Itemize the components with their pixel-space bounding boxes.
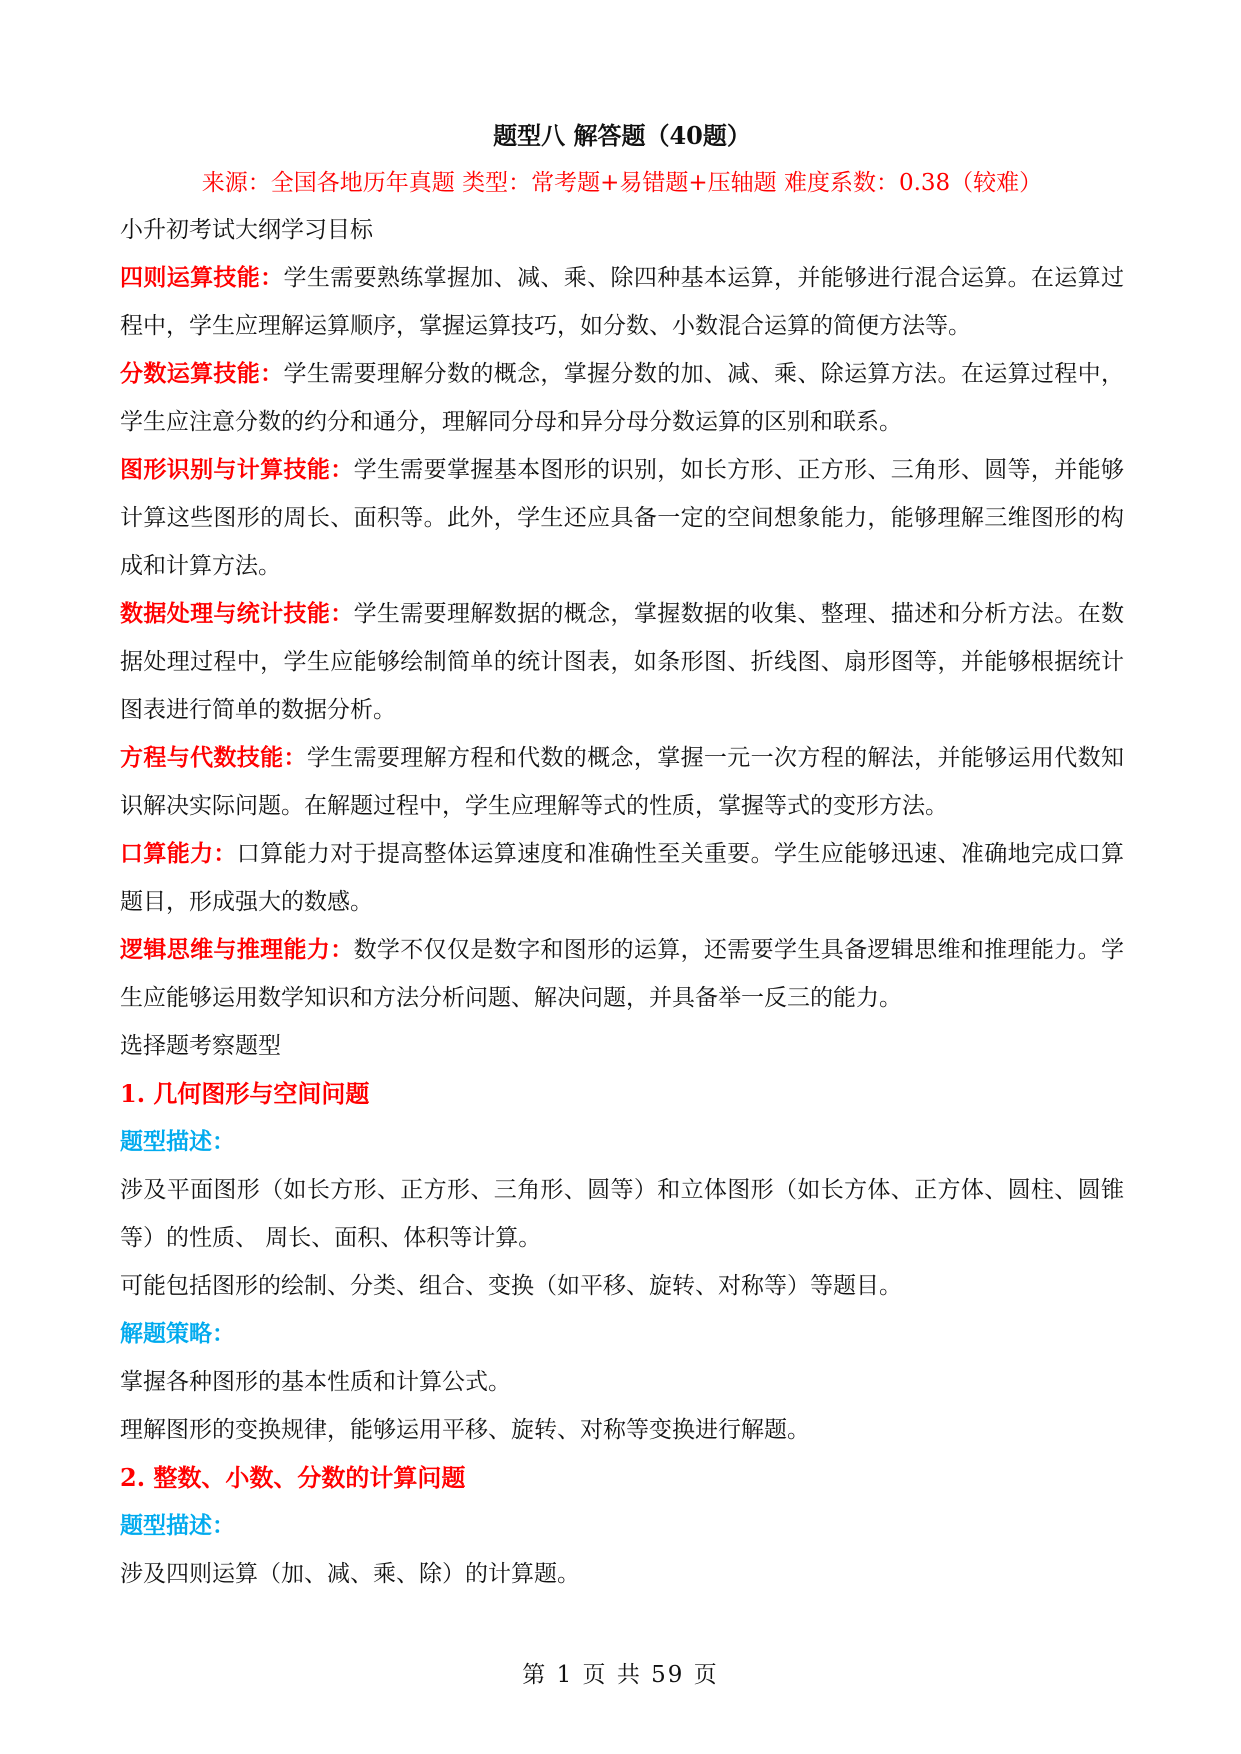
goal-label: 数据处理与统计技能：	[120, 600, 354, 627]
goal-statistics	[120, 590, 1124, 734]
goal-mental-math	[120, 830, 1124, 926]
strategy-text: 理解图形的变换规律，能够运用平移、旋转、对称等变换进行解题。	[120, 1417, 810, 1443]
goal-fractions	[120, 350, 1124, 446]
goal-label: 分数运算技能：	[120, 360, 284, 387]
goal-text: 学生需要掌握基本图形的识别，如长方形、正方形、三角形、圆等，并能够计算这些图形的周长、面积等。此外，学生还应具备一定的空间想象能力，能够理解三维图形的构成和计算方法。	[120, 457, 1125, 579]
syllabus-heading: 小升初考试大纲学习目标	[120, 217, 373, 243]
goal-geometry	[120, 446, 1124, 590]
goal-text: 数学不仅仅是数字和图形的运算，还需要学生具备逻辑思维和推理能力。学生应能够运用数学知识和方法分析问题、解决问题，并具备举一反三的能力。	[120, 937, 1125, 1011]
description-text: 涉及四则运算（加、减、乘、除）的计算题。	[120, 1561, 580, 1587]
page-footer: 第 1 页 共 59 页	[522, 1662, 719, 1688]
description-label: 题型描述：	[120, 1128, 235, 1155]
category-heading: 2. 整数、小数、分数的计算问题	[120, 1463, 466, 1492]
goal-arithmetic	[120, 254, 1124, 350]
goal-label: 逻辑思维与推理能力：	[120, 936, 354, 963]
page-title: 题型八 解答题（40题）	[493, 121, 751, 150]
goal-algebra	[120, 734, 1124, 830]
description-text: 涉及平面图形（如长方形、正方形、三角形、圆等）和立体图形（如长方体、正方体、圆柱、圆锥等）的性质、 周长、面积、体积等计算。	[120, 1177, 1124, 1251]
category-heading: 1. 几何图形与空间问题	[120, 1079, 370, 1108]
goal-label: 方程与代数技能：	[120, 744, 307, 771]
goal-text: 学生需要熟练掌握加、减、乘、除四种基本运算，并能够进行混合运算。在运算过程中，学生应理解运算顺序，掌握运算技巧，如分数、小数混合运算的简便方法等。	[120, 265, 1125, 339]
goal-label: 图形识别与计算技能：	[120, 456, 354, 483]
description-label: 题型描述：	[120, 1512, 235, 1539]
source-line: 来源：全国各地历年真题 类型：常考题+易错题+压轴题 难度系数：0.38（较难）	[201, 170, 1043, 196]
description-text: 可能包括图形的绘制、分类、组合、变换（如平移、旋转、对称等）等题目。	[120, 1273, 902, 1299]
page-content	[120, 112, 1124, 1598]
goal-label: 四则运算技能：	[120, 264, 284, 291]
goal-text: 学生需要理解数据的概念，掌握数据的收集、整理、描述和分析方法。在数据处理过程中，学生应能够绘制简单的统计图表，如条形图、折线图、扇形图等，并能够根据统计图表进行简单的数据分析。	[120, 601, 1125, 723]
types-heading: 选择题考察题型	[120, 1033, 281, 1059]
strategy-label: 解题策略：	[120, 1320, 235, 1347]
goal-text: 学生需要理解方程和代数的概念，掌握一元一次方程的解法，并能够运用代数知识解决实际问题。在解题过程中，学生应理解等式的性质，掌握等式的变形方法。	[120, 745, 1125, 819]
goal-text: 口算能力对于提高整体运算速度和准确性至关重要。学生应能够迅速、准确地完成口算题目，形成强大的数感。	[120, 841, 1125, 915]
goal-text: 学生需要理解分数的概念，掌握分数的加、减、乘、除运算方法。在运算过程中，学生应注意分数的约分和通分，理解同分母和异分母分数运算的区别和联系。	[120, 361, 1125, 435]
goal-label: 口算能力：	[120, 840, 237, 867]
goal-logic	[120, 926, 1124, 1022]
strategy-text: 掌握各种图形的基本性质和计算公式。	[120, 1369, 511, 1395]
